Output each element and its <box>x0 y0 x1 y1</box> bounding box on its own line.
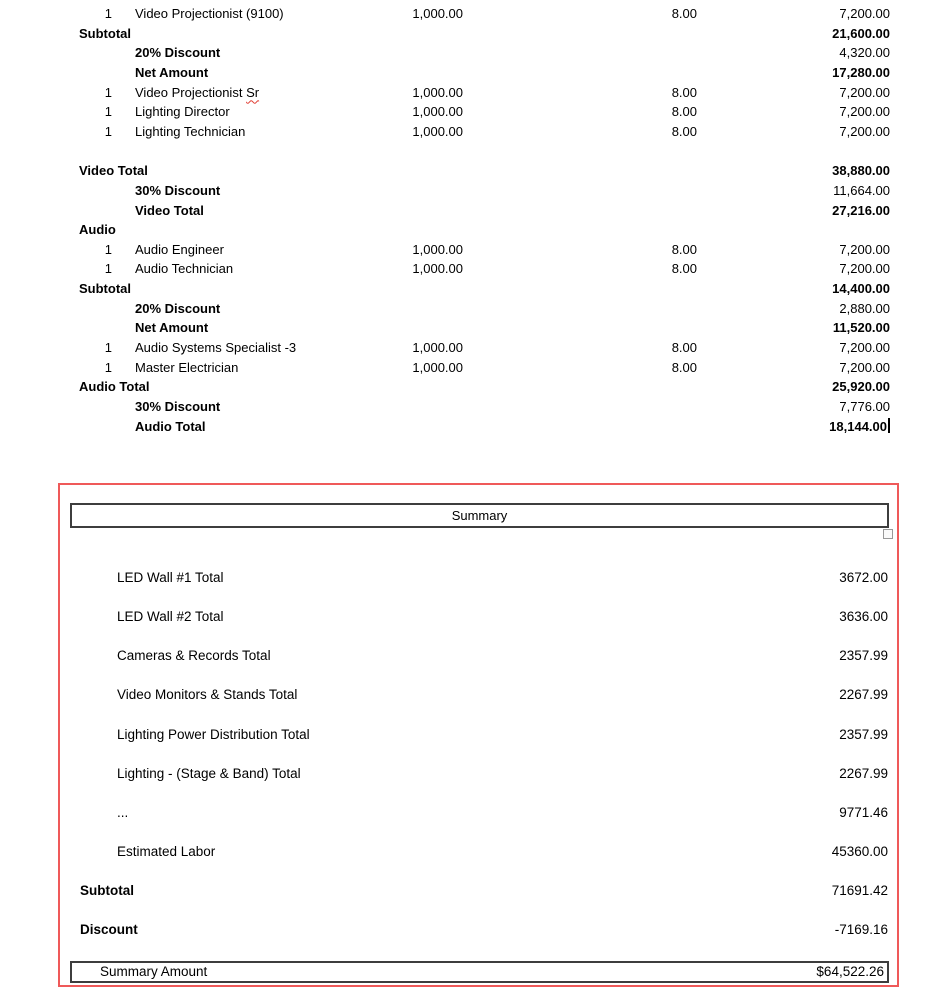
summary-amount-box <box>70 961 889 983</box>
total-row-amount: 18,144.00 <box>730 417 890 437</box>
summary-row <box>0 568 940 588</box>
total-row-label: Video Total <box>135 202 204 218</box>
hours-cell: 8.00 <box>671 6 697 21</box>
qty-cell: 1 <box>104 241 112 257</box>
summary-row-label: Lighting Power Distribution Total <box>117 726 310 742</box>
price-cell: 1,000.00 <box>412 104 463 120</box>
total-row-amount: 14,400.00 <box>832 281 890 297</box>
summary-row-label: LED Wall #1 Total <box>117 570 224 585</box>
summary-row-label: LED Wall #2 Total <box>117 609 224 625</box>
total-row-amount: 11,664.00 <box>833 182 890 198</box>
summary-row-value: 45360.00 <box>831 844 888 860</box>
summary-row-label: Lighting - (Stage & Band) Total <box>117 765 301 781</box>
amount-cell: 7,200.00 <box>839 241 890 257</box>
resize-handle[interactable] <box>883 529 893 539</box>
total-row-amount: 7,776.00 <box>839 399 890 414</box>
summary-row-value: 9771.46 <box>839 804 888 820</box>
total-row-label: Audio <box>79 222 116 238</box>
summary-header-box <box>70 503 889 528</box>
line-item-row <box>0 122 940 142</box>
qty-cell: 1 <box>104 261 112 277</box>
line-item-row <box>0 4 940 24</box>
summary-row-label: ... <box>117 804 129 820</box>
summary-row-value: 2267.99 <box>839 687 888 703</box>
summary-row <box>0 881 940 901</box>
summary-row-value: 3672.00 <box>839 570 888 585</box>
total-row-label: Net Amount <box>135 320 209 336</box>
summary-row-label: Cameras & Records Total <box>117 648 271 664</box>
total-row <box>0 279 940 299</box>
description-cell: Master Electrician <box>135 359 239 375</box>
total-row <box>0 24 940 44</box>
qty-cell: 1 <box>104 84 112 100</box>
total-row-label: Audio Total <box>135 418 206 434</box>
summary-amount-value: $64,522.26 <box>816 964 884 979</box>
total-row <box>0 397 940 417</box>
summary-row-label: Subtotal <box>80 883 134 899</box>
line-item-row <box>0 259 940 279</box>
price-cell: 1,000.00 <box>412 359 463 375</box>
total-row-amount: 11,520.00 <box>832 320 890 336</box>
price-cell: 1,000.00 <box>412 123 463 139</box>
hours-cell: 8.00 <box>671 261 697 277</box>
description-cell: Lighting Technician <box>135 123 246 139</box>
summary-row-value: 2357.99 <box>839 726 888 742</box>
summary-row <box>0 725 940 745</box>
price-cell: 1,000.00 <box>412 6 463 21</box>
hours-cell: 8.00 <box>671 241 697 257</box>
total-row-amount: 4,320.00 <box>839 45 890 61</box>
qty-cell: 1 <box>104 6 112 21</box>
amount-cell: 7,200.00 <box>839 359 890 375</box>
summary-row-value: -7169.16 <box>834 922 888 938</box>
text-cursor <box>888 418 890 433</box>
total-row-label: Subtotal <box>79 25 131 41</box>
price-cell: 1,000.00 <box>412 84 463 100</box>
total-row-amount: 38,880.00 <box>832 163 890 179</box>
qty-cell: 1 <box>104 340 112 356</box>
total-row <box>0 43 940 63</box>
amount-cell: 7,200.00 <box>839 123 890 139</box>
summary-row-value: 2357.99 <box>839 648 888 664</box>
summary-row <box>0 764 940 784</box>
line-item-row <box>0 240 940 260</box>
description-cell: Video Projectionist Sr <box>135 84 260 100</box>
summary-row <box>0 803 940 823</box>
amount-cell: 7,200.00 <box>839 104 890 120</box>
total-row-amount: 25,920.00 <box>832 379 890 395</box>
amount-cell: 7,200.00 <box>839 340 890 356</box>
summary-row-value: 71691.42 <box>831 883 888 899</box>
price-cell: 1,000.00 <box>412 340 463 356</box>
line-item-row <box>0 83 940 103</box>
description-cell: Audio Systems Specialist -3 <box>135 340 297 356</box>
qty-cell: 1 <box>104 104 112 120</box>
amount-cell: 7,200.00 <box>839 84 890 100</box>
line-item-row <box>0 358 940 378</box>
total-row-amount: 27,216.00 <box>832 202 890 218</box>
summary-row-value: 2267.99 <box>839 765 888 781</box>
total-row-label: Subtotal <box>79 281 131 297</box>
summary-row <box>0 607 940 627</box>
total-row-label: 30% Discount <box>135 182 221 198</box>
total-row-label: Net Amount <box>135 64 209 80</box>
qty-cell: 1 <box>104 359 112 375</box>
total-row <box>0 417 940 437</box>
qty-cell: 1 <box>104 123 112 139</box>
summary-row-label: Video Monitors & Stands Total <box>117 687 298 703</box>
hours-cell: 8.00 <box>671 84 697 100</box>
description-cell: Audio Technician <box>135 261 234 277</box>
total-row-label: 20% Discount <box>135 300 221 316</box>
hours-cell: 8.00 <box>671 123 697 139</box>
total-row-label: Audio Total <box>79 379 150 395</box>
summary-header-label: Summary <box>451 508 508 523</box>
hours-cell: 8.00 <box>671 340 697 356</box>
amount-cell: 7,200.00 <box>839 6 890 21</box>
total-row-label: Video Total <box>79 163 148 179</box>
total-row <box>0 220 940 240</box>
summary-row <box>0 646 940 666</box>
description-cell: Video Projectionist (9100) <box>135 6 284 21</box>
total-row <box>0 201 940 221</box>
summary-amount-label: Summary Amount <box>100 964 208 979</box>
summary-row <box>0 920 940 940</box>
spellcheck-underlined-word: Sr <box>246 84 260 100</box>
summary-row <box>0 842 940 862</box>
total-row <box>0 318 940 338</box>
total-row-amount: 2,880.00 <box>839 300 890 316</box>
total-row-label: 20% Discount <box>135 45 221 61</box>
summary-row-label: Discount <box>80 922 138 938</box>
total-row-label: 30% Discount <box>135 399 221 414</box>
hours-cell: 8.00 <box>671 104 697 120</box>
price-cell: 1,000.00 <box>412 261 463 277</box>
total-row-amount: 21,600.00 <box>832 25 890 41</box>
summary-row-value: 3636.00 <box>839 609 888 625</box>
line-item-row <box>0 102 940 122</box>
total-row <box>0 161 940 181</box>
summary-row-label: Estimated Labor <box>117 844 216 860</box>
summary-row <box>0 685 940 705</box>
amount-cell: 7,200.00 <box>839 261 890 277</box>
description-cell: Audio Engineer <box>135 241 224 257</box>
total-row <box>0 63 940 83</box>
line-item-row <box>0 338 940 358</box>
total-row <box>0 299 940 319</box>
total-row-amount: 17,280.00 <box>832 64 890 80</box>
description-cell: Lighting Director <box>135 104 230 120</box>
price-cell: 1,000.00 <box>412 241 463 257</box>
total-row <box>0 377 940 397</box>
total-row <box>0 181 940 201</box>
hours-cell: 8.00 <box>671 359 697 375</box>
